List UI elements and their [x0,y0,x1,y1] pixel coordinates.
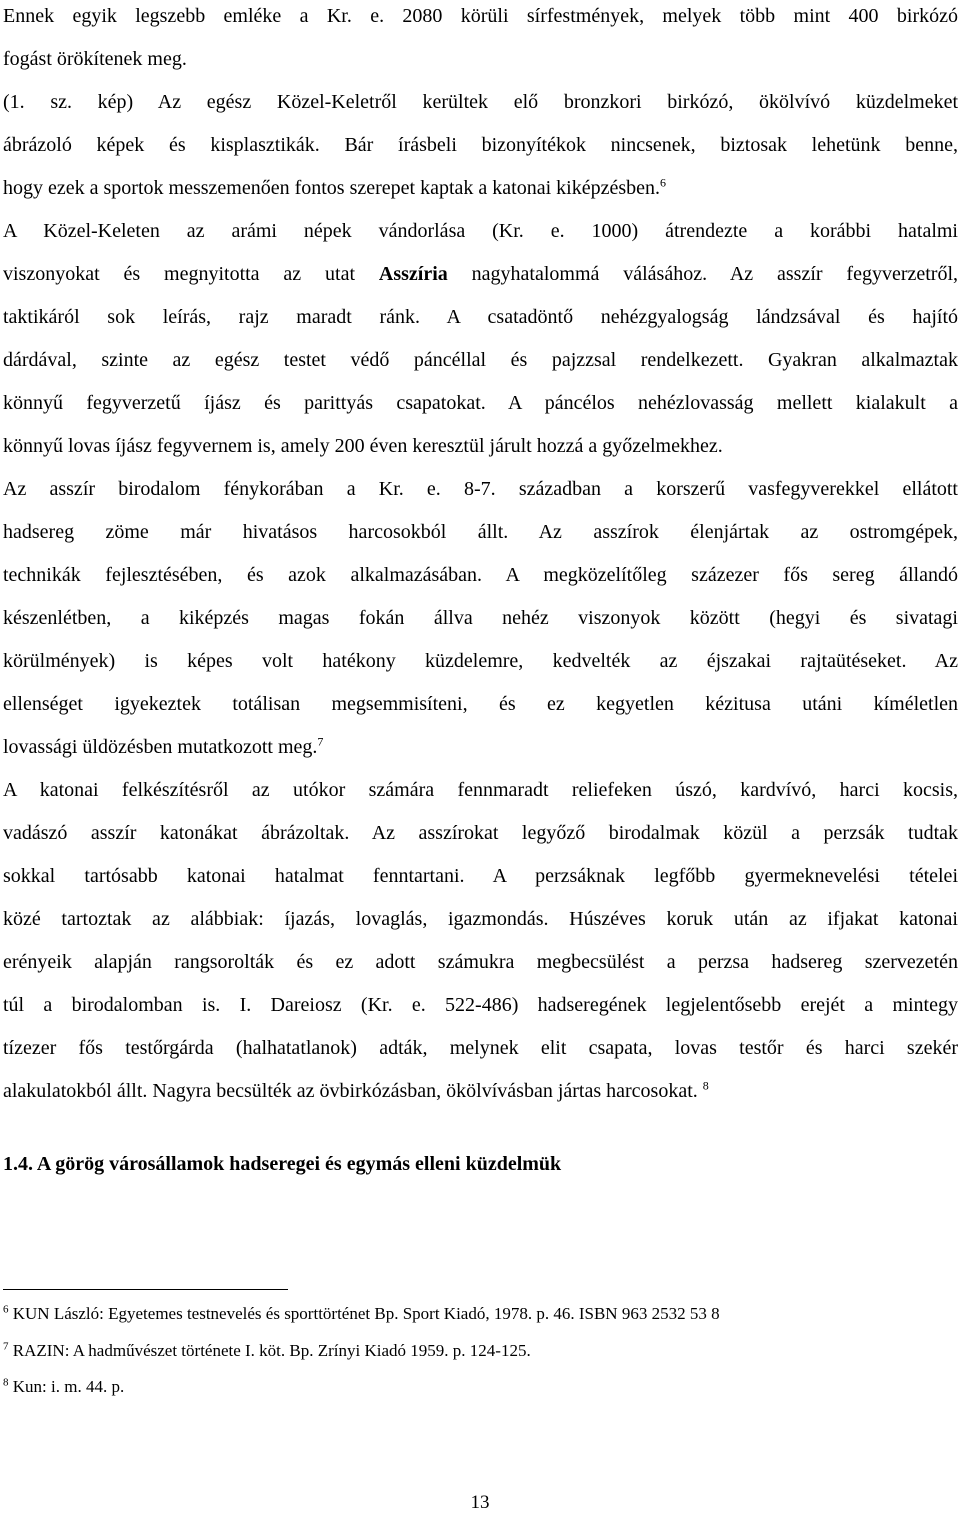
text-line [3,733,958,761]
page-number: 13 [470,1492,490,1513]
text-segment: A katonai felkészítésről az utókor számára fennmaradt reliefeken úszó, kardvívó, harci kocsis, [3,779,958,801]
footnote-number: 6 [3,1303,9,1316]
text-line [3,475,958,503]
text-segment: vadászó asszír katonákat ábrázoltak. Az asszírokat legyőző birodalmak közül a perzsák tudtak [3,822,958,844]
text-segment: Az asszír birodalom fénykorában a Kr. e. 8-7. században a korszerű vasfegyverekkel ellátott [3,478,958,500]
text-line [3,604,958,632]
text-segment: lovassági üldözésben mutatkozott meg. [3,736,318,758]
text-segment: nagyhatalommá válásához. Az asszír fegyverzetről, [447,263,959,285]
text-segment: közé tartoztak az alábbiak: íjazás, lovaglás, igazmondás. Húszéves koruk után az ifjakat katonai [3,908,958,930]
text-segment: készenlétben, a kiképzés magas fokán állva nehéz viszonyok között (hegyi és sivatagi [3,607,958,629]
footnote-ref[interactable]: 7 [317,734,324,749]
text-segment: tízezer fős testőrgárda (halhatatlanok) adták, melynek elit csapata, lovas testőr és harci szekér [3,1037,958,1059]
text-line [3,131,958,159]
text-line [3,346,958,374]
text-segment: hadsereg zöme már hivatásos harcosokból állt. Az asszírok élenjártak az ostromgépek, [3,521,958,543]
text-line [3,905,958,933]
text-segment: viszonyokat és megnyitotta az utat [3,263,379,285]
footnote-text: KUN László: Egyetemes testnevelés és sporttörténet Bp. Sport Kiadó, 1978. p. 46. ISBN 963 2532 53 8 [12,1304,720,1323]
text-segment: A Közel-Keleten az arámi népek vándorlása (Kr. e. 1000) átrendezte a korábbi hatalmi [3,220,958,242]
text-segment: könnyű lovas íjász fegyvernem is, amely 200 éven keresztül járult hozzá a győzelmekhez. [3,435,723,457]
text-segment: hogy ezek a sportok messzemenően fontos szerepet kaptak a katonai kiképzésben. [3,177,660,199]
text-line [3,45,958,73]
text-segment: túl a birodalomban is. I. Dareiosz (Kr. e. 522-486) hadseregének legjelentősebb erejét a mintegy [3,994,958,1016]
footnote [3,1340,531,1362]
text-line [3,819,958,847]
text-line [3,303,958,331]
text-line [3,518,958,546]
text-line [3,1034,958,1062]
text-segment: (1. sz. kép) Az egész Közel-Keletről kerültek elő bronzkori birkózó, ökölvívó küzdelmeket [3,91,958,113]
text-line [3,432,958,460]
text-line [3,690,958,718]
footnote-ref[interactable]: 8 [702,1078,709,1093]
text-segment: körülmények) is képes volt hatékony küzdelemre, kedvelték az éjszakai rajtaütéseket. Az [3,650,958,672]
text-segment: ellenséget igyekeztek totálisan megsemmisíteni, és ez kegyetlen kézitusa utáni kíméletlen [3,693,958,715]
text-line [3,1077,958,1105]
footnote-text: RAZIN: A hadművészet története I. köt. Bp. Zrínyi Kiadó 1959. p. 124-125. [12,1341,531,1360]
text-line [3,2,958,30]
text-segment: fogást örökítenek meg. [3,48,187,70]
footnote [3,1376,124,1398]
text-line [3,88,958,116]
section-heading: 1.4. A görög városállamok hadseregei és egymás elleni küzdelmük [3,1153,562,1175]
text-segment: technikák fejlesztésében, és azok alkalmazásában. A megközelítőleg százezer fős sereg állandó [3,564,958,586]
text-segment: ábrázoló képek és kisplasztikák. Bár írásbeli bizonyítékok nincsenek, biztosak lehetünk benne, [3,134,958,156]
text-line [3,776,958,804]
text-segment: taktikáról sok leírás, rajz maradt ránk. A csatadöntő nehézgyalogság lándzsával és hajító [3,306,958,328]
text-segment: könnyű fegyverzetű íjász és parittyás csapatokat. A páncélos nehézlovasság mellett kialakult a [3,392,958,414]
text-line [3,948,958,976]
text-segment: dárdával, szinte az egész testet védő páncéllal és pajzzsal rendelkezett. Gyakran alkalmaztak [3,349,958,371]
text-line [3,561,958,589]
footnote-number: 8 [3,1376,9,1389]
footnote [3,1303,720,1325]
footnote-number: 7 [3,1340,9,1353]
text-segment: erényeik alapján rangsorolták és ez adott számukra megbecsülést a perzsa hadsereg szervezetén [3,951,958,973]
text-line [3,260,958,288]
text-line [3,991,958,1019]
text-line [3,862,958,890]
text-line [3,217,958,245]
footnote-text: Kun: i. m. 44. p. [12,1377,125,1396]
text-segment: sokkal tartósabb katonai hatalmat fenntartani. A perzsáknak legfőbb gyermeknevelési tételei [3,865,958,887]
text-segment: alakulatokból állt. Nagyra becsülték az övbirkózásban, ökölvívásban jártas harcosokat. [3,1080,703,1102]
emphasized-text: Asszíria [378,263,448,285]
text-line [3,174,958,202]
footnote-separator [3,1289,288,1290]
text-line [3,647,958,675]
footnote-ref[interactable]: 6 [659,175,666,190]
text-line [3,389,958,417]
text-segment: Ennek egyik legszebb emléke a Kr. e. 2080 körüli sírfestmények, melyek több mint 400 birkózó [3,5,958,27]
